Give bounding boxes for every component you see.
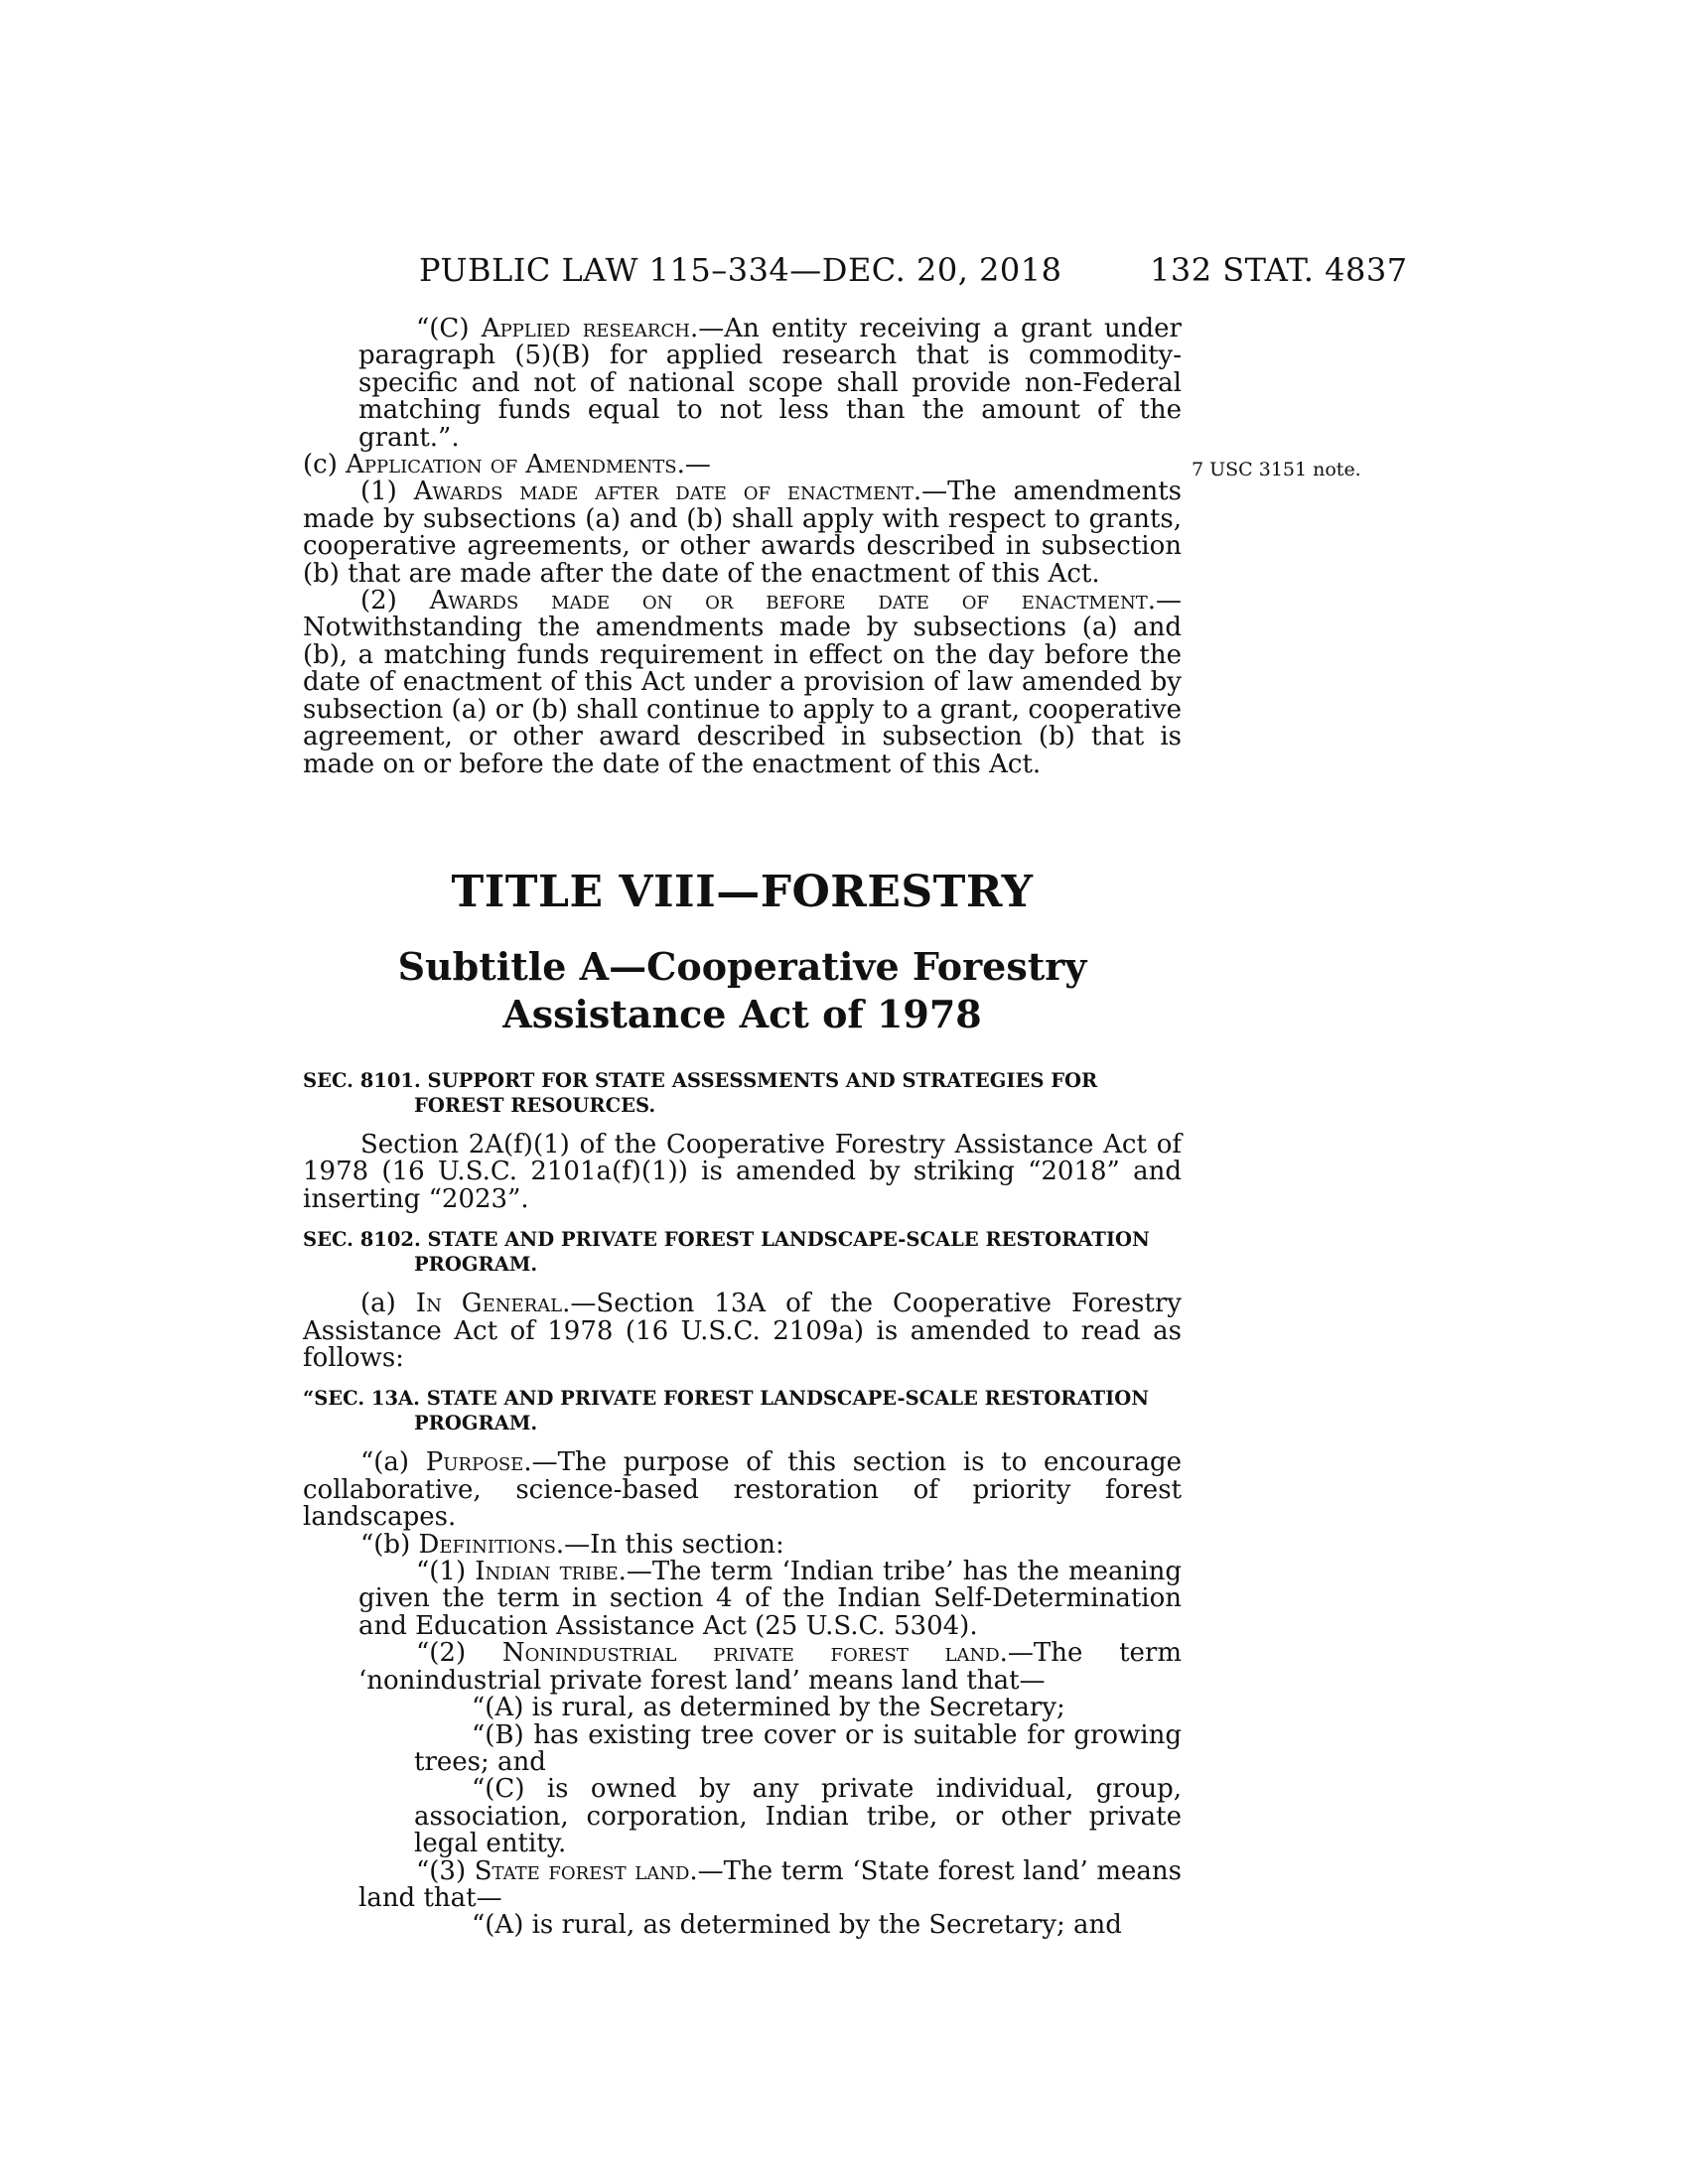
section-8101-body: Section 2A(f)(1) of the Cooperative Forestry Assistance Act of 1978 (16 U.S.C. 2101a(f)(1)) is amended by striking “2018” and inserting “2023”. (303, 1130, 1182, 1214)
title-heading: TITLE VIII—FORESTRY (451, 867, 1034, 917)
section-8102-a: (a) In General.—Section 13A of the Cooperative Forestry Assistance Act of 1978 (16 U.S.C. 2109a) is amended to read as follows: (303, 1289, 1182, 1374)
paragraph-applied-research: “(C) Applied research.—An entity receiving a grant under paragraph (5)(B) for applied research that is commodity-specific and not of national scope shall provide non-Federal matching funds equal to not less than the amount of the grant.”. (358, 314, 1182, 453)
sections-block (303, 1054, 1182, 1940)
section-8101-heading: SEC. 8101. SUPPORT FOR STATE ASSESSMENTS AND STRATEGIES FOR FOREST RESOURCES. (303, 1069, 1098, 1117)
definition-nonindustrial-b: “(B) has existing tree cover or is suitable for growing trees; and (414, 1719, 1182, 1777)
margin-note: 7 USC 3151 note. (1192, 459, 1361, 480)
definition-nonindustrial-c: “(C) is owned by any private individual, group, association, corporation, Indian tribe, or other private legal entity. (414, 1774, 1182, 1859)
definition-state-forest: “(3) State forest land.—The term ‘State forest land’ means land that— (358, 1855, 1183, 1913)
paragraph-awards-after: (1) Awards made after date of enactment.—The amendments made by subsections (a) and (b) shall apply with respect to grants, cooperative agreements, or other awards described in subsection (b) that are made after the date of the enactment of this Act. (303, 477, 1182, 589)
subtitle-heading (303, 943, 1182, 1038)
subtitle-line-2: Assistance Act of 1978 (502, 992, 982, 1036)
subtitle-line-1: Subtitle A—Cooperative Forestry (397, 944, 1087, 989)
definition-indian-tribe: “(1) Indian tribe.—The term ‘Indian tribe’ has the meaning given the term in section 4 of the Indian Self-Determination and Education Assistance Act (25 U.S.C. 5304). (358, 1557, 1182, 1641)
top-text-block (303, 316, 1182, 778)
section-13a-heading: “SEC. 13A. STATE AND PRIVATE FOREST LANDSCAPE-SCALE RESTORATION PROGRAM. (303, 1387, 1150, 1435)
section-8102-heading: SEC. 8102. STATE AND PRIVATE FOREST LANDSCAPE-SCALE RESTORATION PROGRAM. (303, 1228, 1150, 1277)
running-header-right: 132 STAT. 4837 (1150, 251, 1408, 289)
paragraph-awards-before: (2) Awards made on or before date of enactment.— Notwithstanding the amendments made by subsections (a) and (b), a matching funds requirement in effect on the day before the date of enactment of this Act under a provision of law amended by subsection (a) or (b) shall continue to apply to a grant, cooperative agreement, or other award described in subsection (b) that is made on or before the date of the enactment of this Act. (303, 586, 1182, 779)
definition-state-forest-a: “(A) is rural, as determined by the Secretary; and (472, 1910, 1122, 1941)
definition-nonindustrial: “(2) Nonindustrial private forest land.—The term ‘nonindustrial private forest land’ means land that— (358, 1638, 1182, 1696)
running-header-left: PUBLIC LAW 115–334—DEC. 20, 2018 (419, 251, 1062, 289)
definition-nonindustrial-a: “(A) is rural, as determined by the Secretary; (472, 1693, 1065, 1723)
purpose-paragraph: “(a) Purpose.—The purpose of this section is to encourage collaborative, science-based restoration of priority forest landscapes. (303, 1447, 1182, 1533)
definitions-paragraph: “(b) Definitions.—In this section: (360, 1529, 784, 1560)
paragraph-application-heading: (c) Application of Amendments.— (303, 450, 711, 480)
